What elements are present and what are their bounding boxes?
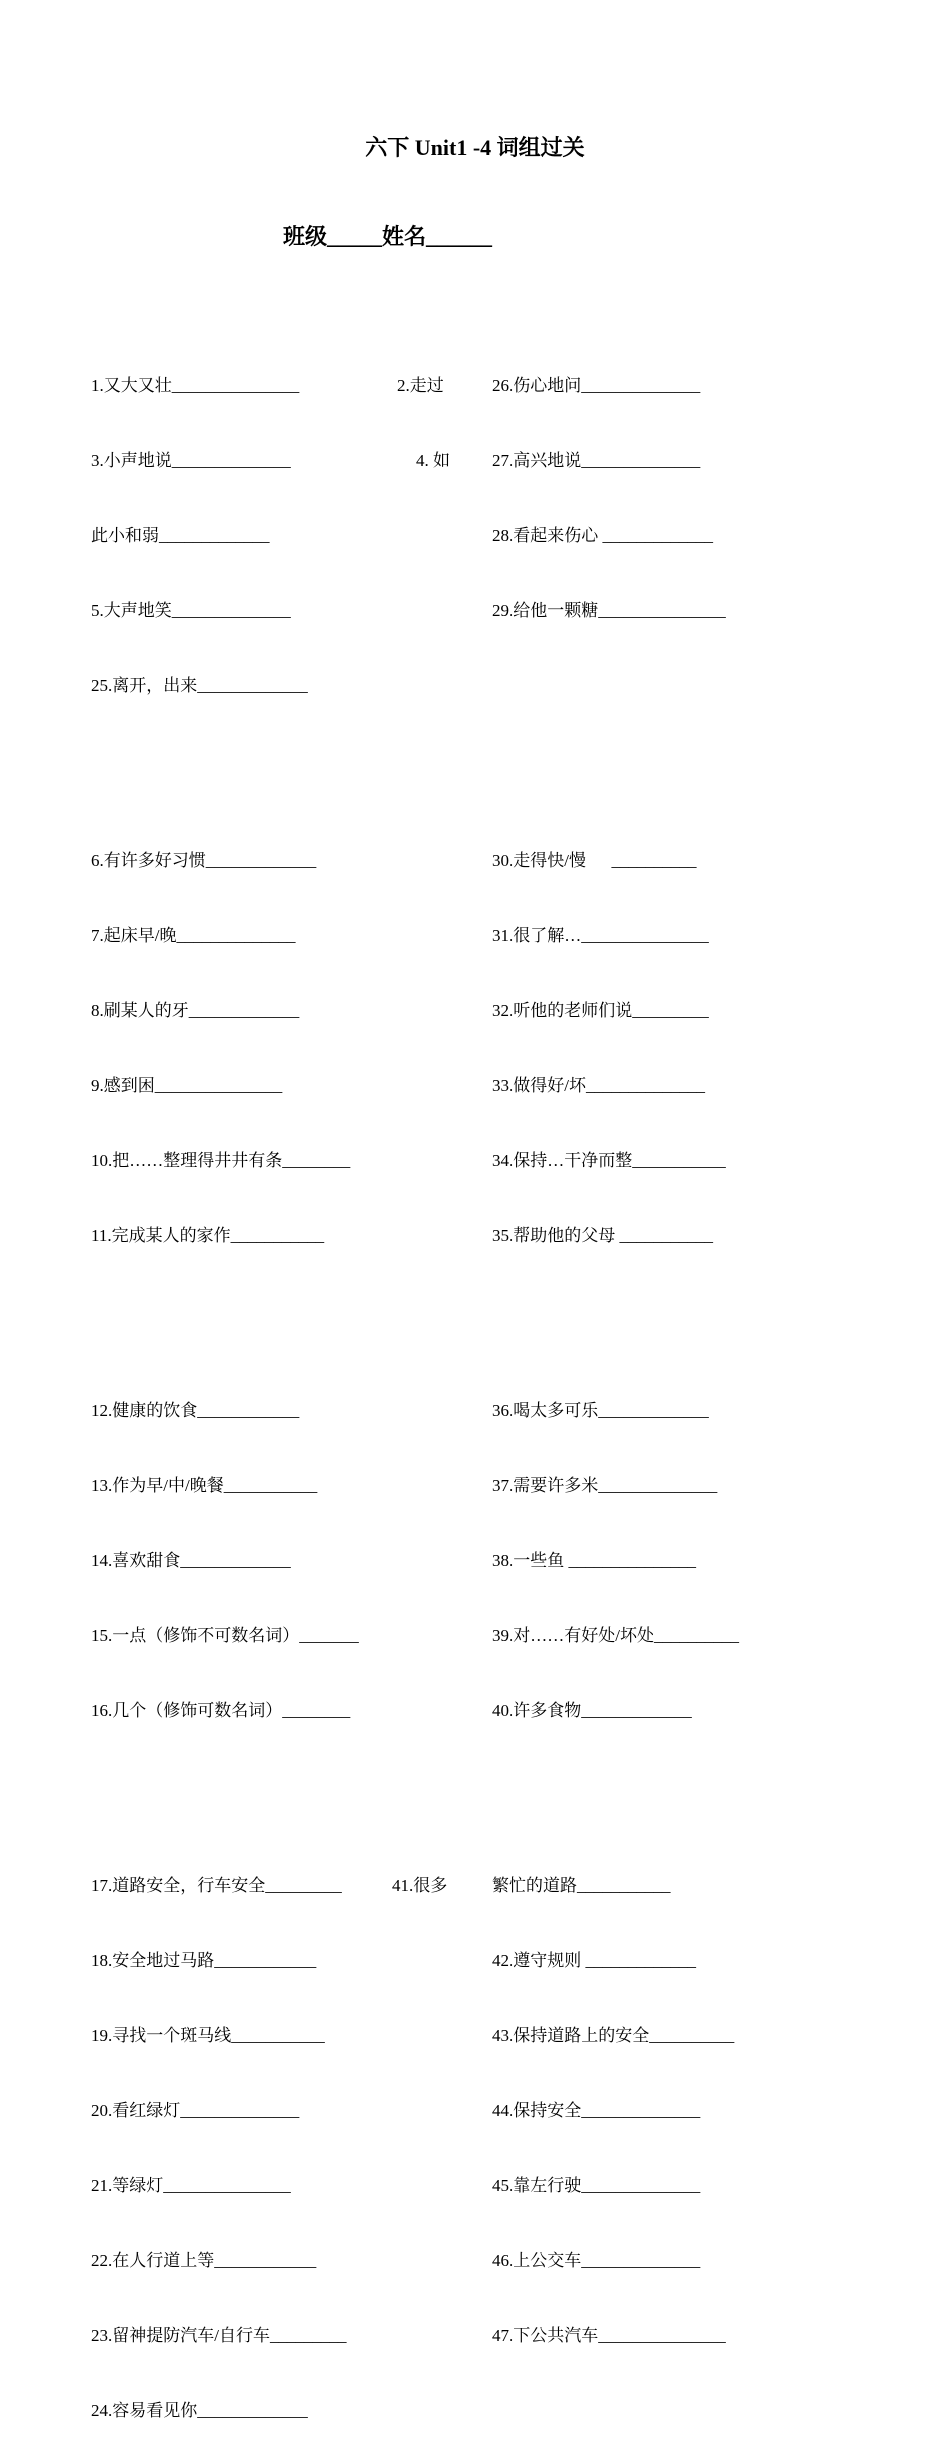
answer-blank[interactable]: ___________ [577, 1876, 671, 1895]
phrase-prompt: 35.帮助他的父母 [492, 1226, 620, 1245]
list-item [91, 1948, 461, 1973]
answer-blank[interactable]: ___________ [223, 1476, 318, 1495]
phrase-prompt: 32.听他的老师们说 [492, 1001, 633, 1020]
answer-blank[interactable]: __________ [649, 2026, 735, 2045]
list-item [492, 1148, 862, 1173]
answer-blank[interactable]: ____________ [214, 2251, 317, 2270]
phrase-prompt: 此小和弱 [91, 526, 159, 545]
phrase-prompt: 10.把……整理得井井有条 [91, 1151, 283, 1170]
list-item [492, 523, 862, 548]
phrase-prompt: 44.保持安全 [492, 2101, 582, 2120]
answer-blank[interactable]: _______________ [598, 2326, 726, 2345]
answer-blank[interactable]: ___________ [619, 1226, 713, 1245]
list-item [492, 1223, 862, 1248]
answer-blank[interactable]: _______________ [581, 926, 709, 945]
list-item [492, 1473, 862, 1498]
list-item [91, 1148, 461, 1173]
list-item [91, 2023, 461, 2048]
list-item [492, 1073, 862, 1098]
phrase-prompt: 8.刷某人的牙 [91, 1001, 189, 1020]
answer-blank[interactable]: ______________ [581, 376, 701, 395]
answer-blank[interactable]: _________ [632, 1001, 709, 1020]
list-item [91, 1623, 461, 1648]
phrase-prompt: 13.作为早/中/晚餐 [91, 1476, 224, 1495]
left-column [91, 298, 461, 2448]
answer-blank[interactable]: ____________ [214, 1951, 317, 1970]
list-item [91, 2323, 461, 2348]
phrase-prompt: 30.走得快/慢 [492, 851, 612, 870]
class-label: 班级 [283, 224, 328, 249]
list-item [91, 1698, 461, 1723]
answer-blank[interactable]: _____________ [581, 1701, 692, 1720]
spacer [91, 1773, 461, 1798]
list-item [91, 2398, 461, 2423]
answer-blank[interactable]: ______________ [581, 2176, 701, 2195]
phrase-prompt-2: 2.走过 [397, 376, 444, 395]
answer-blank[interactable]: _____________ [598, 1401, 709, 1420]
phrase-prompt: 40.许多食物 [492, 1701, 582, 1720]
phrase-prompt: 38.一些鱼 [492, 1551, 569, 1570]
list-item [492, 2023, 862, 2048]
student-info [283, 222, 492, 252]
list-item [91, 448, 461, 473]
phrase-prompt: 26.伤心地问 [492, 376, 582, 395]
phrase-prompt: 17.道路安全，行车安全 [91, 1876, 266, 1895]
list-item [91, 598, 461, 623]
list-item [492, 1548, 862, 1573]
answer-blank[interactable]: _____________ [585, 1951, 696, 1970]
answer-blank[interactable]: _______________ [171, 376, 300, 395]
list-item [91, 673, 461, 698]
phrase-prompt: 47.下公共汽车 [492, 2326, 599, 2345]
phrase-prompt: 20.看红绿灯 [91, 2101, 181, 2120]
phrase-prompt: 43.保持道路上的安全 [492, 2026, 650, 2045]
list-item [492, 1398, 862, 1423]
list-item [91, 373, 461, 398]
page-title: 六下 Unit1 -4 词组过关 [365, 135, 585, 160]
phrase-prompt: 31.很了解… [492, 926, 582, 945]
list-item [492, 598, 862, 623]
spacer [492, 1298, 862, 1323]
answer-blank[interactable]: ___________ [632, 1151, 726, 1170]
answer-blank[interactable]: ______________ [585, 1076, 705, 1095]
phrase-prompt: 34.保持…干净而整 [492, 1151, 633, 1170]
answer-blank[interactable]: ___________ [231, 2026, 325, 2045]
answer-blank[interactable]: _________ [265, 1876, 342, 1895]
phrase-prompt: 45.靠左行驶 [492, 2176, 582, 2195]
phrase-prompt: 5.大声地笑 [91, 601, 172, 620]
answer-blank[interactable]: _______________ [163, 2176, 291, 2195]
answer-blank[interactable]: ______________ [581, 2251, 701, 2270]
answer-blank[interactable]: ______________ [171, 601, 291, 620]
list-item [91, 2173, 461, 2198]
list-item [91, 2248, 461, 2273]
list-item [91, 848, 461, 873]
list-item [492, 923, 862, 948]
answer-blank[interactable]: _______ [299, 1626, 359, 1645]
phrase-prompt: 46.上公交车 [492, 2251, 582, 2270]
answer-blank[interactable]: ______________ [598, 1476, 718, 1495]
answer-blank[interactable]: ______________ [581, 451, 701, 470]
answer-blank[interactable]: ______________ [176, 926, 296, 945]
phrase-prompt: 3.小声地说 [91, 451, 172, 470]
answer-blank[interactable]: _________ [269, 2326, 347, 2345]
answer-blank[interactable]: ______________ [180, 2101, 300, 2120]
answer-blank[interactable]: _______________ [598, 601, 726, 620]
answer-blank[interactable]: __________ [611, 851, 697, 870]
spacer [492, 1773, 862, 1798]
list-item [91, 2098, 461, 2123]
answer-blank[interactable]: ________ [282, 1701, 351, 1720]
list-item [492, 2248, 862, 2273]
list-item [492, 1623, 862, 1648]
phrase-prompt: 11.完成某人的家作 [91, 1226, 231, 1245]
phrase-prompt: 27.高兴地说 [492, 451, 582, 470]
phrase-prompt: 22.在人行道上等 [91, 2251, 215, 2270]
name-label: 姓名 [382, 224, 427, 249]
answer-blank[interactable]: _____________ [602, 526, 713, 545]
list-item [91, 1398, 461, 1423]
list-item [91, 1473, 461, 1498]
phrase-prompt: 16.几个（修饰可数名词） [91, 1701, 283, 1720]
answer-blank[interactable]: _______________ [154, 1076, 283, 1095]
list-item [91, 523, 461, 548]
spacer [91, 1298, 461, 1323]
list-item [492, 1948, 862, 1973]
name-blank[interactable]: ______ [426, 224, 493, 249]
list-item [492, 448, 862, 473]
list-item [492, 848, 862, 873]
phrase-prompt: 14.喜欢甜食 [91, 1551, 181, 1570]
phrase-prompt: 1.又大又壮 [91, 376, 172, 395]
phrase-prompt: 23.留神提防汽车/自行车 [91, 2326, 270, 2345]
list-item [492, 1698, 862, 1723]
answer-blank[interactable]: _____________ [180, 1551, 291, 1570]
spacer [91, 748, 461, 773]
phrase-prompt: 15.一点（修饰不可数名词） [91, 1626, 300, 1645]
right-column [492, 298, 862, 2373]
answer-blank[interactable]: ________ [282, 1151, 351, 1170]
class-blank[interactable]: _____ [327, 224, 383, 249]
list-item [91, 1073, 461, 1098]
answer-blank[interactable]: ______________ [581, 2101, 701, 2120]
phrase-prompt: 7.起床早/晚 [91, 926, 177, 945]
phrase-prompt: 18.安全地过马路 [91, 1951, 215, 1970]
spacer [492, 673, 862, 698]
phrase-prompt: 繁忙的道路 [492, 1876, 577, 1895]
phrase-prompt: 9.感到困 [91, 1076, 155, 1095]
phrase-prompt-41: 41.很多 [392, 1876, 448, 1895]
phrase-prompt: 42.遵守规则 [492, 1951, 586, 1970]
phrase-prompt: 21.等绿灯 [91, 2176, 164, 2195]
phrase-prompt: 39.对……有好处/坏处 [492, 1626, 654, 1645]
list-item [91, 1223, 461, 1248]
answer-blank[interactable]: _____________ [205, 851, 317, 870]
list-item [91, 1873, 461, 1898]
answer-blank[interactable]: _____________ [197, 676, 308, 695]
answer-blank[interactable]: _______________ [568, 1551, 696, 1570]
spacer [492, 748, 862, 773]
phrase-prompt: 36.喝太多可乐 [492, 1401, 599, 1420]
answer-blank[interactable]: _____________ [197, 2401, 308, 2420]
list-item [492, 373, 862, 398]
list-item [91, 1548, 461, 1573]
phrase-prompt: 12.健康的饮食 [91, 1401, 198, 1420]
answer-blank[interactable]: ______________ [171, 451, 291, 470]
answer-blank[interactable]: _____________ [188, 1001, 300, 1020]
phrase-prompt: 37.需要许多米 [492, 1476, 599, 1495]
phrase-prompt: 6.有许多好习惯 [91, 851, 206, 870]
phrase-prompt: 25.离开，出来 [91, 676, 198, 695]
phrase-prompt: 24.容易看见你 [91, 2401, 198, 2420]
phrase-prompt-4: 4. 如 [416, 451, 450, 470]
answer-blank[interactable]: __________ [653, 1626, 739, 1645]
phrase-prompt: 28.看起来伤心 [492, 526, 603, 545]
answer-blank[interactable]: _____________ [159, 526, 270, 545]
list-item [492, 2323, 862, 2348]
answer-blank[interactable]: ___________ [230, 1226, 325, 1245]
phrase-prompt: 29.给他一颗糖 [492, 601, 599, 620]
list-item [492, 1873, 862, 1898]
list-item [91, 998, 461, 1023]
answer-blank[interactable]: ____________ [197, 1401, 300, 1420]
list-item [492, 2098, 862, 2123]
phrase-prompt: 33.做得好/坏 [492, 1076, 586, 1095]
list-item [492, 998, 862, 1023]
phrase-prompt: 19.寻找一个斑马线 [91, 2026, 232, 2045]
list-item [91, 923, 461, 948]
list-item [492, 2173, 862, 2198]
